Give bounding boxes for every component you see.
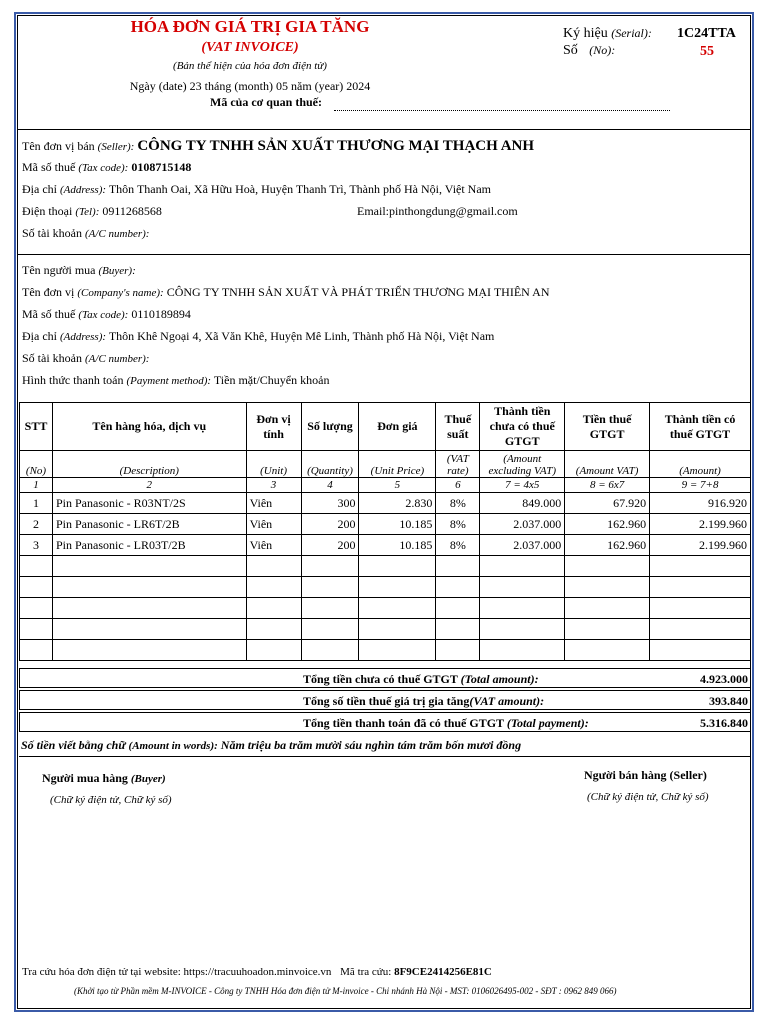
seller-name-row: Tên đơn vị bán (Seller): CÔNG TY TNHH SẢN XUẤT THƯƠNG MẠI THẠCH ANH — [22, 138, 535, 154]
seller-name: CÔNG TY TNHH SẢN XUẤT THƯƠNG MẠI THẠCH ANH — [137, 138, 535, 154]
invoice-no-label: Số (No): — [563, 43, 616, 58]
invoice-date: Ngày (date) 23 tháng (month) 05 năm (year) 2024 — [129, 79, 371, 93]
seller-signature-title: Người bán hàng (Seller) — [584, 768, 707, 782]
invoice-subtitle: (VAT INVOICE) — [201, 40, 299, 55]
table-empty-row — [20, 598, 751, 619]
header-amount: Thành tiền có thuế GTGT — [650, 403, 751, 451]
amount-in-words-row: Số tiền viết bằng chữ (Amount in words): Năm triệu ba trăm mười sáu nghìn tám trăm bốn mươi đồng — [19, 736, 751, 757]
seller-address-row: Địa chỉ (Address): Thôn Thanh Oai, Xã Hữu Hoà, Huyện Thanh Trì, Thành phố Hà Nội, Việt Nam — [22, 182, 492, 196]
buyer-address: Thôn Khê Ngoại 4, Xã Văn Khê, Huyện Mê Linh, Thành phố Hà Nội, Việt Nam — [108, 329, 495, 343]
invoice-title: HÓA ĐƠN GIÁ TRỊ GIA TĂNG — [130, 17, 370, 36]
table-empty-row — [20, 640, 751, 661]
amount-in-words: Năm triệu ba trăm mười sáu nghìn tám trăm bốn mươi đồng — [220, 738, 522, 752]
invoice-note: (Bản thể hiện của hóa đơn điện tử) — [173, 60, 327, 72]
buyer-address-row: Địa chỉ (Address): Thôn Khê Ngoại 4, Xã Văn Khê, Huyện Mê Linh, Thành phố Hà Nội, Việt Nam — [22, 329, 495, 343]
table-column-number-row: 1 2 3 4 5 6 7 = 4x5 8 = 6x7 9 = 7+8 — [20, 478, 751, 493]
vat-amount-row: Tổng số tiền thuế giá trị gia tăng(VAT amount): 393.840 — [19, 690, 751, 710]
buyer-company-row: Tên đơn vị (Company's name): CÔNG TY TNHH SẢN XUẤT VÀ PHÁT TRIỂN THƯƠNG MẠI THIÊN AN — [22, 285, 550, 299]
items-table — [19, 402, 751, 661]
header-description: Tên hàng hóa, dịch vụ — [52, 403, 246, 451]
seller-signature-note: (Chữ ký điện tử, Chữ ký số) — [587, 791, 709, 803]
buyer-tax-row: Mã số thuế (Tax code): 0110189894 — [22, 307, 191, 321]
seller-account-row: Số tài khoản (A/C number): — [22, 226, 150, 240]
buyer-tax-code: 0110189894 — [131, 307, 191, 321]
header-quantity: Số lượng — [301, 403, 359, 451]
total-amount: 4.923.000 — [700, 672, 748, 686]
table-row: 3 Pin Panasonic - LR03T/2B Viên 200 10.185 8% 2.037.000 162.960 2.199.960 — [20, 535, 751, 556]
header-amount-excl: Thành tiền chưa có thuế GTGT — [480, 403, 565, 451]
header-unit-price: Đơn giá — [359, 403, 436, 451]
table-empty-row — [20, 577, 751, 598]
total-payment: 5.316.840 — [700, 716, 748, 730]
serial-value: 1C24TTA — [677, 26, 736, 41]
serial-label: Ký hiệu (Serial): — [563, 26, 652, 41]
divider — [18, 254, 751, 255]
table-empty-row — [20, 556, 751, 577]
table-empty-row — [20, 619, 751, 640]
table-subheader-row: (No) (Description) (Unit) (Quantity) (Unit Price) (VAT rate) (Amount excluding VAT) (Amount VAT) (Amount) — [20, 451, 751, 478]
divider — [18, 129, 751, 130]
buyer-signature-note: (Chữ ký điện tử, Chữ ký số) — [50, 794, 172, 806]
lookup-website: Tra cứu hóa đơn điện tử tại website: https://tracuuhoadon.minvoice.vn — [22, 966, 332, 978]
buyer-signature-title: Người mua hàng (Buyer) — [42, 771, 166, 785]
seller-phone: 0911268568 — [102, 204, 162, 218]
seller-address: Thôn Thanh Oai, Xã Hữu Hoà, Huyện Thanh Trì, Thành phố Hà Nội, Việt Nam — [108, 182, 492, 196]
table-header-row — [20, 403, 751, 451]
total-amount-row: Tổng tiền chưa có thuế GTGT (Total amount): 4.923.000 — [19, 668, 751, 688]
table-row: 1 Pin Panasonic - R03NT/2S Viên 300 2.830 8% 849.000 67.920 916.920 — [20, 493, 751, 514]
header-stt: STT — [20, 403, 53, 451]
header-vat-rate: Thuế suất — [436, 403, 480, 451]
buyer-account-row: Số tài khoản (A/C number): — [22, 351, 150, 365]
seller-tax-row: Mã số thuế (Tax code): 0108715148 — [22, 160, 192, 174]
buyer-label-row: Tên người mua (Buyer): — [22, 263, 136, 277]
payment-method-row: Hình thức thanh toán (Payment method): Tiền mặt/Chuyển khoản — [22, 373, 330, 387]
tax-authority-code-label: Mã của cơ quan thuế: — [210, 95, 322, 109]
total-payment-row: Tổng tiền thanh toán đã có thuế GTGT (Total payment): 5.316.840 — [19, 712, 751, 732]
seller-phone-row: Điện thoại (Tel): 0911268568 — [22, 204, 162, 218]
header-unit: Đơn vị tính — [246, 403, 301, 451]
software-credit: (Khởi tạo từ Phần mềm M-INVOICE - Công ty TNHH Hóa đơn điện tử M-invoice - Chi nhánh Hà Nội - MST: 0106026495-002 - SĐT : 0962 849 066) — [74, 986, 617, 996]
payment-method: Tiền mặt/Chuyển khoản — [213, 373, 330, 387]
invoice-no-value: 55 — [700, 44, 714, 59]
tax-authority-code-dots — [334, 110, 670, 111]
lookup-code: 8F9CE2414256E81C — [394, 966, 492, 978]
seller-email: Email:pinthongdung@gmail.com — [357, 204, 518, 218]
header-vat-amount: Tiền thuế GTGT — [565, 403, 650, 451]
lookup-row: Tra cứu hóa đơn điện tử tại website: https://tracuuhoadon.minvoice.vn Mã tra cứu: 8F9CE2414256E81C — [22, 966, 492, 978]
buyer-company: CÔNG TY TNHH SẢN XUẤT VÀ PHÁT TRIỂN THƯƠNG MẠI THIÊN AN — [166, 285, 550, 299]
table-row: 2 Pin Panasonic - LR6T/2B Viên 200 10.185 8% 2.037.000 162.960 2.199.960 — [20, 514, 751, 535]
seller-tax-code: 0108715148 — [131, 160, 192, 174]
vat-amount: 393.840 — [709, 694, 748, 708]
